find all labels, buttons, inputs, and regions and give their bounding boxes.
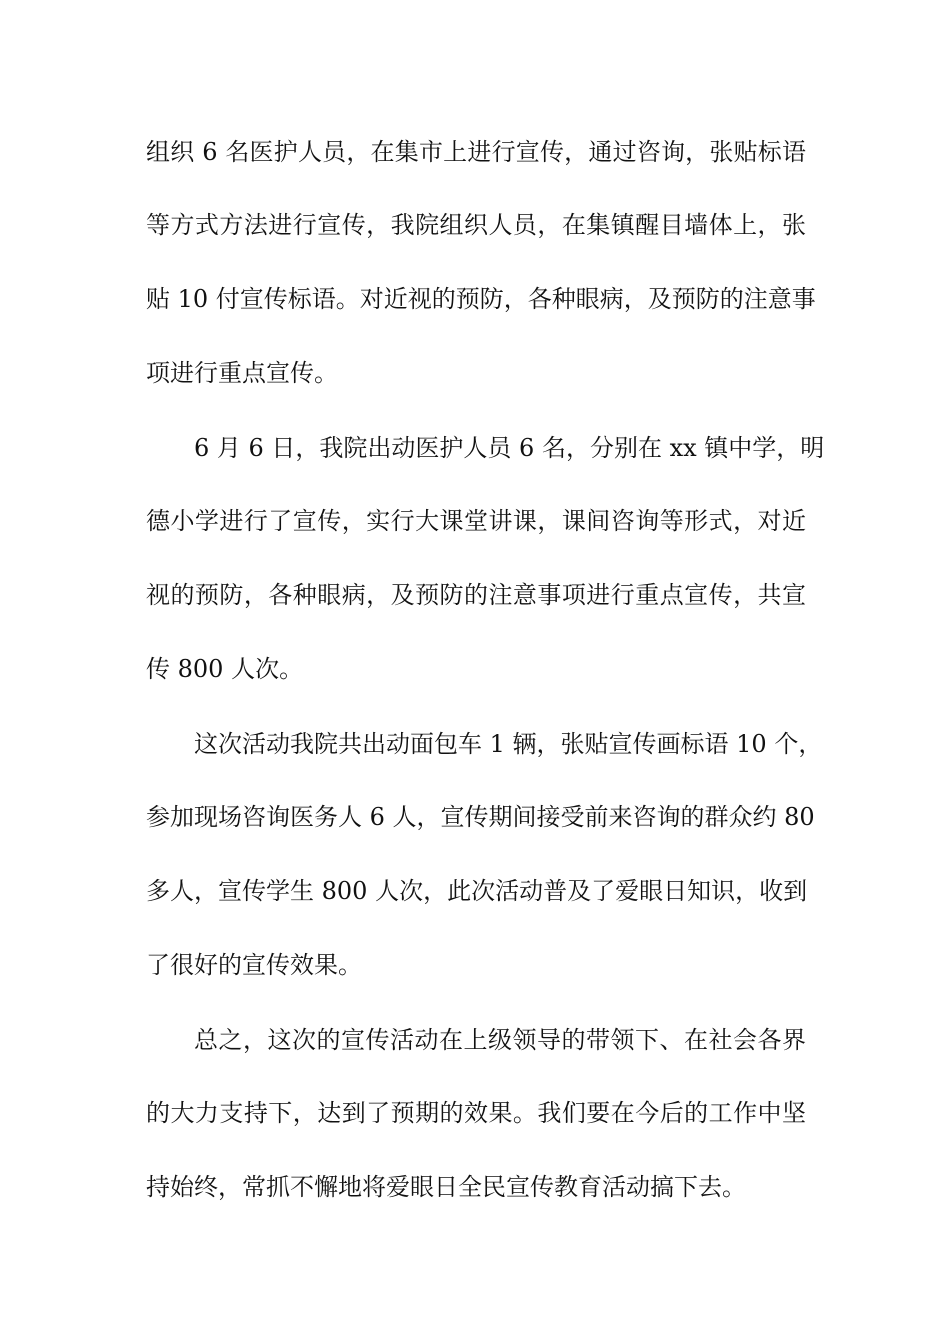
text-line: 了很好的宣传效果。 [146,951,362,979]
text-line: 持始终，常抓不懈地将爱眼日全民宣传教育活动搞下去。 [146,1173,746,1201]
text-line: 项进行重点宣传。 [146,359,338,387]
text-line: 德小学进行了宣传，实行大课堂讲课，课间咨询等形式，对近 [146,507,806,535]
paragraph-first-line: 6 月 6 日，我院出动医护人员 6 名，分别在 xx 镇中学，明 [194,434,825,462]
text-line: 等方式方法进行宣传，我院组织人员，在集镇醒目墙体上，张 [146,211,806,239]
paragraph-first-line: 这次活动我院共出动面包车 1 辆，张贴宣传画标语 10 个， [194,730,823,758]
text-line: 传 800 人次。 [146,655,304,683]
text-line: 的大力支持下，达到了预期的效果。我们要在今后的工作中坚 [146,1099,806,1127]
text-line: 多人，宣传学生 800 人次，此次活动普及了爱眼日知识，收到 [146,877,808,905]
text-line: 视的预防，各种眼病，及预防的注意事项进行重点宣传，共宣 [146,581,806,609]
text-line: 组织 6 名医护人员，在集市上进行宣传，通过咨询，张贴标语 [146,138,806,166]
paragraph-first-line: 总之，这次的宣传活动在上级领导的带领下、在社会各界 [194,1026,806,1054]
text-line: 贴 10 付宣传标语。对近视的预防，各种眼病，及预防的注意事 [146,285,816,313]
text-line: 参加现场咨询医务人 6 人，宣传期间接受前来咨询的群众约 80 [146,803,815,831]
